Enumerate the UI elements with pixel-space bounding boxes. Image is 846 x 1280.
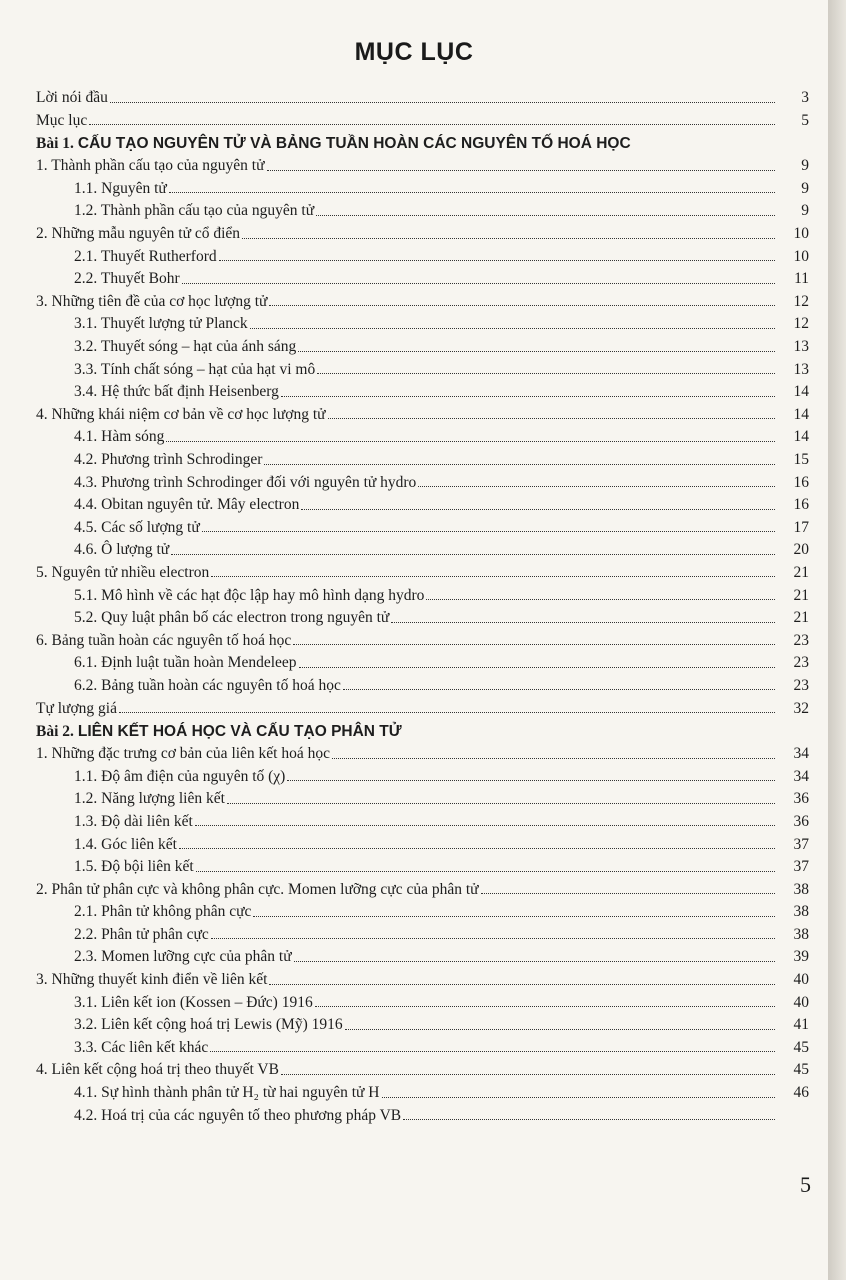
toc-entry-page: 34 [793, 767, 809, 785]
toc-entry [36, 535, 809, 558]
toc-entry [36, 988, 809, 1011]
toc-entry [36, 219, 809, 242]
toc-entry-page: 40 [793, 971, 809, 989]
toc-entry [36, 422, 809, 445]
toc-entry [36, 1078, 809, 1101]
toc-entry-label: 6. Bảng tuần hoàn các nguyên tố hoá học [36, 631, 292, 649]
toc-entry-label: 6.2. Bảng tuần hoàn các nguyên tố hoá học [74, 676, 341, 694]
dot-leader [119, 712, 775, 713]
toc-entry [36, 490, 809, 513]
dot-leader [293, 644, 775, 645]
toc-entry-label: 4.4. Obitan nguyên tử. Mây electron [74, 496, 300, 514]
dot-leader [219, 260, 775, 261]
toc-entry-label: 2. Những mẫu nguyên tử cổ điển [36, 225, 241, 243]
toc-entry-label: 3.1. Liên kết ion (Kossen – Đức) 1916 [74, 993, 313, 1011]
page-edge [828, 0, 846, 1280]
dot-leader [242, 238, 775, 239]
toc-entry [36, 875, 809, 898]
toc-entry-label: 2.3. Momen lưỡng cực của phân tử [74, 948, 292, 966]
toc-entry-label: 3.4. Hệ thức bất định Heisenberg [74, 383, 279, 401]
toc-entry-label: 6.1. Định luật tuần hoàn Mendeleep [74, 654, 297, 672]
toc-entry [36, 1101, 809, 1124]
dot-leader [195, 825, 775, 826]
toc-entry-page: 37 [793, 835, 809, 853]
toc-entry [36, 332, 809, 355]
toc-chapter-heading [36, 716, 809, 739]
toc-entry-label: 3. Những thuyết kinh điển về liên kết [36, 971, 268, 989]
toc-entry [36, 784, 809, 807]
dot-leader [264, 464, 775, 465]
toc-entry [36, 106, 809, 129]
toc-entry [36, 897, 809, 920]
toc-entry-page: 12 [793, 315, 809, 333]
dot-leader [202, 531, 775, 532]
dot-leader [250, 328, 775, 329]
toc-entry [36, 626, 809, 649]
dot-leader [299, 667, 775, 668]
toc-entry-page: 41 [793, 1016, 809, 1034]
toc-entry-page: 40 [793, 993, 809, 1011]
dot-leader [166, 441, 775, 442]
toc-entry-page: 16 [793, 473, 809, 491]
toc-entry [36, 174, 809, 197]
toc-entry-page: 20 [793, 541, 809, 559]
toc-entry-page: 5 [801, 111, 809, 129]
dot-leader [179, 848, 775, 849]
dot-leader [298, 351, 775, 352]
dot-leader [227, 803, 775, 804]
toc-entry-label: 1.2. Năng lượng liên kết [74, 790, 225, 808]
toc-entry-label: 2. Phân tử phân cực và không phân cực. Momen lưỡng cực của phân tử [36, 880, 479, 898]
toc-entry [36, 648, 809, 671]
toc-entry [36, 693, 809, 716]
dot-leader [403, 1119, 775, 1120]
dot-leader [211, 938, 775, 939]
toc-entry-label: CẤU TẠO NGUYÊN TỬ VÀ BẢNG TUẦN HOÀN CÁC NGUYÊN TỐ HOÁ HỌC [77, 134, 631, 152]
toc-entry-label: 4.2. Hoá trị của các nguyên tố theo phương pháp VB [74, 1106, 402, 1124]
toc-entry-label: Tự lượng giá [36, 699, 117, 717]
dot-leader [343, 689, 775, 690]
toc-entry-label: 1.4. Góc liên kết [74, 835, 177, 853]
toc-entry [36, 739, 809, 762]
toc-entry [36, 309, 809, 332]
table-of-contents [36, 83, 809, 1123]
dot-leader [391, 622, 775, 623]
toc-entry-page: 12 [793, 292, 809, 310]
toc-entry-page: 36 [793, 790, 809, 808]
toc-entry-label: 4. Liên kết cộng hoá trị theo thuyết VB [36, 1061, 279, 1079]
toc-entry-page: 21 [793, 563, 809, 581]
toc-entry-page: 14 [793, 405, 809, 423]
toc-entry-label: 1.2. Thành phần cấu tạo của nguyên tử [74, 202, 315, 220]
toc-entry-page: 38 [793, 925, 809, 943]
dot-leader [281, 1074, 775, 1075]
toc-entry [36, 377, 809, 400]
toc-entry-page: 34 [793, 745, 809, 763]
toc-entry-label: 3.2. Liên kết cộng hoá trị Lewis (Mỹ) 1916 [74, 1016, 343, 1034]
toc-entry [36, 242, 809, 265]
toc-entry-page: 13 [793, 338, 809, 356]
toc-entry-label: 4.6. Ô lượng tử [74, 541, 170, 559]
toc-entry-label: 4.3. Phương trình Schrodinger đối với nguyên tử hydro [74, 473, 417, 491]
toc-entry [36, 965, 809, 988]
toc-entry [36, 400, 809, 423]
toc-entry [36, 829, 809, 852]
toc-entry-label: 3.3. Các liên kết khác [74, 1038, 209, 1056]
toc-entry-label: 1. Những đặc trưng cơ bản của liên kết hoá học [36, 745, 331, 763]
toc-chapter-heading [36, 128, 809, 151]
toc-entry-page: 32 [793, 699, 809, 717]
toc-entry [36, 1010, 809, 1033]
toc-entry-label: Mục lục [36, 111, 88, 129]
dot-leader [196, 871, 775, 872]
toc-entry [36, 852, 809, 875]
toc-entry-label: 5.1. Mô hình về các hạt độc lập hay mô hình dạng hydro [74, 586, 425, 604]
toc-entry [36, 807, 809, 830]
toc-entry [36, 762, 809, 785]
dot-leader [110, 102, 775, 103]
toc-entry-label: 3.3. Tính chất sóng – hạt của hạt vi mô [74, 360, 316, 378]
toc-entry-page: 9 [801, 202, 809, 220]
dot-leader [287, 780, 775, 781]
toc-entry-label: 4.2. Phương trình Schrodinger [74, 451, 263, 468]
toc-entry-page: 10 [793, 225, 809, 243]
toc-entry-label: 3. Những tiên đề của cơ học lượng tử [36, 292, 268, 310]
toc-entry-page: 21 [793, 586, 809, 604]
toc-entry-label: 5. Nguyên tử nhiều electron [36, 563, 210, 581]
dot-leader [294, 961, 775, 962]
toc-entry-label: 5.2. Quy luật phân bố các electron trong nguyên tử [74, 609, 390, 627]
toc-chapter-prefix: Bài 2. [36, 722, 74, 740]
toc-entry [36, 580, 809, 603]
toc-entry [36, 196, 809, 219]
toc-entry-page: 14 [793, 428, 809, 446]
toc-entry-page: 10 [793, 247, 809, 265]
page-number: 5 [800, 1172, 811, 1197]
toc-entry-page: 38 [793, 880, 809, 898]
toc-entry-label: 3.1. Thuyết lượng tử Planck [74, 315, 248, 333]
toc-entry-page: 23 [793, 676, 809, 694]
dot-leader [182, 283, 775, 284]
toc-entry [36, 1033, 809, 1056]
toc-entry-page: 9 [801, 157, 809, 175]
toc-entry-label: 4.5. Các số lượng tử [74, 518, 200, 536]
dot-leader [345, 1029, 775, 1030]
toc-entry-page: 3 [801, 89, 809, 107]
toc-entry [36, 513, 809, 536]
toc-entry-label: 3.2. Thuyết sóng – hạt của ánh sáng [74, 338, 297, 356]
dot-leader [481, 893, 775, 894]
dot-leader [418, 486, 775, 487]
dot-leader [328, 418, 775, 419]
toc-entry-page: 23 [793, 654, 809, 672]
dot-leader [269, 984, 775, 985]
toc-entry-label: 1.3. Độ dài liên kết [74, 812, 193, 830]
toc-entry-page: 45 [793, 1061, 809, 1079]
dot-leader [426, 599, 775, 600]
dot-leader [171, 554, 775, 555]
toc-chapter-prefix: Bài 1. [36, 134, 74, 152]
toc-entry-label: 1.1. Nguyên tử [74, 179, 167, 197]
toc-entry [36, 355, 809, 378]
toc-entry-page: 14 [793, 383, 809, 401]
toc-entry-page: 13 [793, 360, 809, 378]
dot-leader [253, 916, 775, 917]
toc-entry [36, 920, 809, 943]
toc-entry-page: 37 [793, 858, 809, 876]
dot-leader [269, 305, 775, 306]
dot-leader [211, 576, 775, 577]
toc-entry [36, 445, 809, 468]
dot-leader [382, 1097, 776, 1098]
toc-entry [36, 942, 809, 965]
dot-leader [301, 509, 775, 510]
toc-entry-label: 4.1. Hàm sóng [74, 428, 165, 446]
toc-entry-page: 21 [793, 609, 809, 627]
toc-entry-page: 11 [794, 270, 809, 288]
toc-entry [36, 603, 809, 626]
toc-entry [36, 264, 809, 287]
dot-leader [332, 758, 775, 759]
toc-entry [36, 83, 809, 106]
dot-leader [315, 1006, 775, 1007]
dot-leader [267, 170, 776, 171]
toc-entry [36, 151, 809, 174]
toc-entry-page: 15 [793, 451, 809, 468]
page-title: MỤC LỤC [354, 38, 474, 66]
toc-entry-label: 2.1. Phân tử không phân cực [74, 903, 252, 921]
toc-entry-page: 36 [793, 812, 809, 830]
toc-entry-page: 46 [793, 1084, 809, 1102]
toc-entry-page: 38 [793, 903, 809, 921]
toc-entry-label: 2.2. Phân tử phân cực [74, 925, 209, 943]
toc-entry-page: 16 [793, 496, 809, 514]
toc-entry [36, 558, 809, 581]
toc-entry [36, 468, 809, 491]
toc-entry [36, 671, 809, 694]
toc-entry-page: 23 [793, 631, 809, 649]
toc-entry-label: Lời nói đầu [36, 89, 108, 107]
toc-entry [36, 1055, 809, 1078]
dot-leader [316, 215, 775, 216]
toc-entry-page: 45 [793, 1038, 809, 1056]
toc-entry-label: 2.1. Thuyết Rutherford [74, 247, 217, 265]
toc-entry-label: 1. Thành phần cấu tạo của nguyên tử [36, 157, 265, 175]
toc-entry-page: 17 [793, 518, 809, 536]
toc-entry-label: 1.1. Độ âm điện của nguyên tố (χ) [74, 767, 286, 785]
dot-leader [210, 1051, 775, 1052]
toc-entry-label: 4. Những khái niệm cơ bản về cơ học lượng tử [36, 405, 326, 423]
toc-entry-page: 9 [801, 179, 809, 197]
dot-leader [281, 396, 775, 397]
toc-entry-label: 2.2. Thuyết Bohr [74, 270, 180, 288]
toc-entry-label: 4.1. Sự hình thành phân tử H₂ từ hai nguyên tử H [74, 1084, 380, 1102]
toc-entry-label: 1.5. Độ bội liên kết [74, 858, 194, 876]
toc-entry-page: 39 [793, 948, 809, 966]
toc-entry-label: LIÊN KẾT HOÁ HỌC VÀ CẤU TẠO PHÂN TỬ [77, 722, 402, 740]
dot-leader [317, 373, 775, 374]
dot-leader [89, 124, 775, 125]
toc-entry [36, 287, 809, 310]
dot-leader [169, 192, 775, 193]
